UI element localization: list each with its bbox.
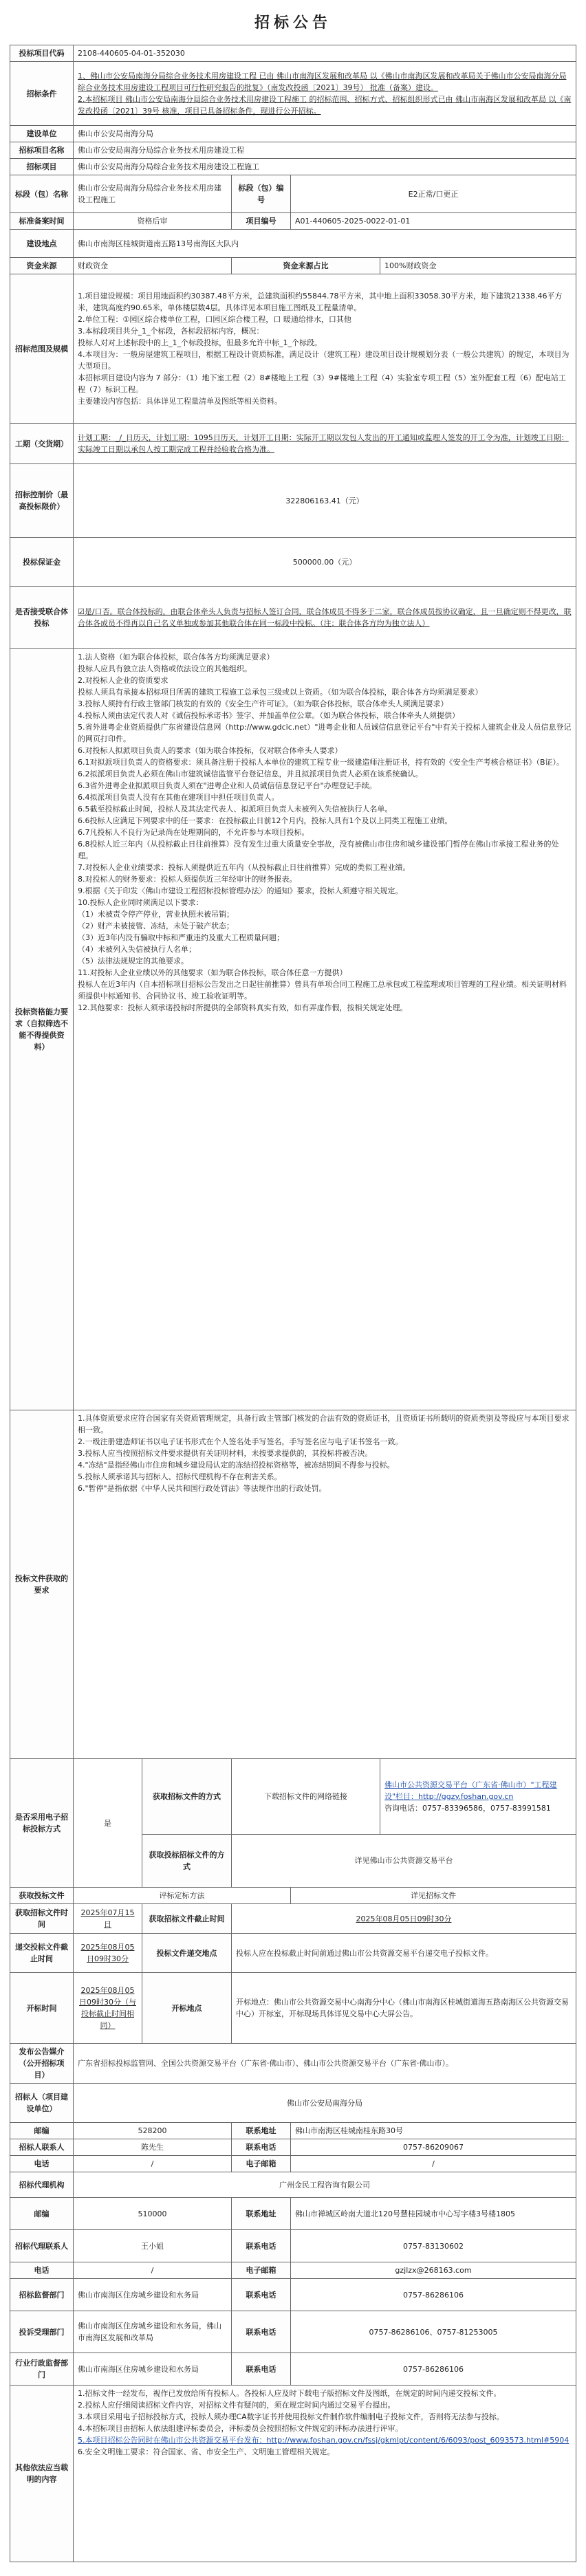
notice-table [10, 45, 576, 2562]
e-get-label: 获取招标文件的方式 [142, 1759, 232, 1835]
row-open [10, 1973, 576, 2044]
reg-code-label: 项目编号 [232, 213, 291, 230]
qual-line: （1）未被责令停产停业，营业执照未被吊销； [78, 910, 234, 919]
notes-line: 6.安全文明施工要求：符合国家、省、市安全生产、文明施工管理相关规定。 [78, 2447, 335, 2456]
qual-line: （4）未被列入失信被执行人名单； [78, 945, 196, 954]
agent-addr-label: 联系地址 [232, 2198, 291, 2230]
fund-value: 财政资金 [74, 258, 232, 274]
e-extra-label: 获取投标招标文件的方式 [142, 1834, 232, 1887]
row-scope [10, 274, 576, 424]
qual-label: 投标资格能力要求（自拟筛选不能不得提供资料） [10, 649, 74, 1410]
notes-line: 2.投标人应仔细阅读招标文件内容，对招标文件有疑问的，须在规定时间内通过交易平台提出。 [78, 2401, 395, 2410]
ceiling-label: 招标控制价（最高投标限价） [10, 464, 74, 538]
qual-line: 4.投标人须由法定代表人对《诚信投标承诺书》签字、并加盖单位公章。（如为联合体投标，联合体牵头人须提供） [78, 711, 459, 720]
row-media [10, 2044, 576, 2084]
section-label: 招标项目 [10, 159, 74, 175]
qual-line: 12.其他要求：投标人须承诺投标时所提供的全部资料真实有效，如有弄虚作假，按相关规定处理。 [78, 1003, 408, 1012]
admin-phone-label: 联系电话 [232, 2353, 291, 2386]
e-get-value: 下载招标文件的网络链接 [232, 1759, 380, 1835]
admin-value: 佛山市南海区住房城乡建设和水务局 [74, 2353, 232, 2386]
agent-mobile-label: 电话 [10, 2262, 74, 2279]
admin-phone-value: 0757-86286106 [291, 2353, 576, 2386]
doc-req-line: 6."暂停"是指依据《中华人民共和国行政处罚法》等法规作出的行政处罚。 [78, 1484, 327, 1493]
section-value: 佛山市公安局南海分局综合业务技术用房建设工程施工 [74, 159, 576, 175]
agent-label: 招标代理机构 [10, 2172, 74, 2198]
doc-req-line: 1.具体资质要求应符合国家有关资质管理规定，具备行政主管部门核发的合法有效的资质证书，且资质证书所载明的资质类别及等级应与本项目要求相一致。 [78, 1414, 569, 1434]
complaint-phone-label: 联系电话 [232, 2311, 291, 2353]
submit-place: 投标人应在投标截止时间前通过佛山市公共资源交易平台递交电子投标文件。 [232, 1934, 576, 1973]
qual-line: 6.6投标人应满足下列要求中的任一要求：在投标截止日前12个月内，投标人具有1个及以上同类工程施工业绩。 [78, 816, 453, 825]
scope-value [74, 274, 576, 424]
invite-value [74, 62, 576, 126]
notes-line: 4.本招标项目由招标人依法组建评标委员会，评标委员会按照招标文件规定的评标办法进行评审。 [78, 2424, 403, 2433]
start-value: 2025年07月15日 [74, 1904, 142, 1934]
qual-line: 2.对投标人企业的资质要求 [78, 676, 169, 685]
row-doc-req [10, 1410, 576, 1759]
name-value: 佛山市公安局南海分局综合业务技术用房建设工程 [74, 142, 576, 159]
owner-label: 建设单位 [10, 126, 74, 142]
addr-value: 佛山市南海区桂城南桂东路30号 [291, 2123, 576, 2139]
row-tenderer [10, 2084, 576, 2123]
tenderer-label: 招标人（项目建设单位） [10, 2084, 74, 2123]
email-value: / [291, 2156, 576, 2172]
ceiling-value: 322806163.41（元） [74, 464, 576, 538]
row-period [10, 424, 576, 464]
qual-line: 5.省外进粤企业资质提供广东省建设信息网（http://www.gdcic.net）"进粤企业和人员诚信信息登记平台"中有关于投标人建筑企业及人员信息登记的网页打印件。 [78, 723, 572, 743]
period-value: 计划工期：_/_日历天，计划工期：1095日历天，计划开工日期：实际开工期以发包人发出的开工通知或监理人签发的开工令为准，计划竣工日期：实际竣工日期以承包人按工期完成工程并经验收合格为准。 [74, 424, 576, 464]
agent-post-value: 510000 [74, 2198, 232, 2230]
qual-line: 6.4拟派项目负责人没有在其他在建项目中担任项目负责人。 [78, 793, 279, 802]
row-electronic [10, 1759, 576, 1835]
qual-line: 6.1对拟派项目负责人的资格要求：须具备注册于投标人本单位的建筑工程专业一级建造师注册证书，持有效的《安全生产考核合格证书》（B证）。 [78, 758, 565, 767]
fund-ratio-value: 100%财政资金 [380, 258, 576, 274]
post-value: 528200 [74, 2123, 232, 2139]
row-complaint [10, 2311, 576, 2353]
sup-value: 佛山市南海区住房城乡建设和水务局 [74, 2279, 232, 2311]
row-admin [10, 2353, 576, 2386]
row-deposit [10, 538, 576, 587]
post-label: 邮编 [10, 2123, 74, 2139]
qual-line: 6.8投标人近三年内（从投标截止日往前推算）没有发生过重大质量安全事故，没有被佛山市住房和城乡建设部门暂停在佛山市承接工程业务的处理。 [78, 840, 559, 860]
row-agent-mobile [10, 2262, 576, 2279]
apply-method: 详见招标文件 [291, 1888, 576, 1904]
agent-phone-label: 联系电话 [232, 2230, 291, 2262]
row-fund [10, 258, 576, 274]
agent-person-label: 招标代理联系人 [10, 2230, 74, 2262]
notes-link[interactable]: 5.本项目招标公告同时在佛山市公共资源交易平台发布：http://www.foshan.gov.cn/fssj/gkmlpt/content/6/6093/post_6093573.html#5904 [78, 2436, 569, 2445]
open-place-label: 开标地点 [142, 1973, 232, 2044]
end-label: 获取招标文件截止时间 [142, 1904, 232, 1934]
person-label: 招标人联系人 [10, 2139, 74, 2156]
e-extra-value: 详见佛山市公共资源交易平台 [232, 1834, 576, 1887]
scope-line: 1.项目建设规模：项目用地面积约30387.48平方米，总建筑面积约55844.78平方米，其中地上面积33058.30平方米，地下建筑21338.46平方米，建筑高度约90.65米，单体楼层数4层。具体详见本项目施工图纸及工程量清单。 [78, 292, 563, 312]
row-tenderer-post [10, 2123, 576, 2139]
scope-line: 3.本标段项目共分_1_个标段，各标段招标内容，概况： [78, 327, 264, 336]
doc-req-line: 3.投标人应当按照招标文件要求提供有关证明材料，未按要求提供的，其投标将被否决。 [78, 1449, 373, 1458]
qual-line: 6.3省外进粤企业拟派项目负责人须在"进粤企业和人员诚信信息登记平台"办理登记手续。 [78, 781, 377, 790]
submit-label: 递交投标文件截止时间 [10, 1934, 74, 1973]
row-consortium [10, 587, 576, 649]
e-hotline: 咨询电话：0757-83396586，0757-83991581 [384, 1803, 551, 1813]
consortium-value: ☑是/口否。联合体投标的，由联合体牵头人负责与招标人签订合同，联合体成员不得多于二家，联合体成员按协议确定，且一旦确定则不得更改，联合体各成员不得再以自己名义单独或参加其他联合体在同一标段中投标。（注：联合体各方均为独立法人） [74, 587, 576, 649]
qual-line: （3）近3年内没有骗取中标和严重违约及重大工程质量问题； [78, 933, 284, 942]
qual-line: （2）财产未被接管、冻结，未处于破产状态； [78, 921, 234, 930]
qual-line: 6.7凡投标人不良行为记录尚在处理期间的，不允许参与本项目投标。 [78, 828, 310, 837]
fund-ratio-label: 资金来源占比 [232, 258, 380, 274]
submit-value: 2025年08月05日09时30分 [74, 1934, 142, 1973]
sup-phone-value: 0757-86286106 [291, 2279, 576, 2311]
email-label: 电子邮箱 [232, 2156, 291, 2172]
row-tenderer-mobile [10, 2156, 576, 2172]
row-owner [10, 126, 576, 142]
agent-mobile-value: / [74, 2262, 232, 2279]
agent-value: 广州金民工程咨询有限公司 [74, 2172, 576, 2198]
qual-line: 6.5截至投标截止时间，投标人及其法定代表人、拟派项目负责人未被列入失信被执行人名单。 [78, 805, 393, 814]
row-section [10, 159, 576, 175]
open-place: 开标地点：佛山市公共资源交易中心南海分中心（佛山市南海区桂城街道海五路南海区公共资源交易中心）开标室，开标现场具体详见交易中心大屏公告。 [232, 1973, 576, 2044]
row-location [10, 230, 576, 258]
open-value: 2025年08月05日09时30分（与投标截止时间相同） [74, 1973, 142, 2044]
notes-label: 其他依法应当载明的内容 [10, 2386, 74, 2562]
end-value: 2025年08月05日09时30分 [232, 1904, 576, 1934]
e-link[interactable]: 佛山市公共资源交易平台（广东省·佛山市）"工程建设"栏目：http://ggzy.foshan.gov.cn [384, 1780, 557, 1801]
apply-value: 评标定标方法 [74, 1888, 291, 1904]
qual-line: 投标人应具有独立法人资格或依法设立的其他组织。 [78, 664, 252, 673]
location-label: 建设地点 [10, 230, 74, 258]
start-label: 获取招标文件时间 [10, 1904, 74, 1934]
row-notes [10, 2386, 576, 2562]
qual-line: 3.投标人须持有行政主管部门核发的有效的《安全生产许可证》。（如为联合体投标，联合体牵头人须满足要求） [78, 699, 448, 708]
page-title: 招标公告 [254, 14, 332, 32]
open-label: 开标时间 [10, 1973, 74, 2044]
notes-value [74, 2386, 576, 2562]
notice-page [0, 11, 586, 2576]
reg-value: 资格后审 [74, 213, 232, 230]
media-value: 广东省招标投标监管网、全国公共资源交易平台（广东省·佛山市）、佛山市公共资源交易平台（广东省·佛山市）。 [74, 2044, 576, 2084]
scope-line: 主要建设内容包括：具体详见工程量清单及图纸等相关资料。 [78, 397, 282, 406]
agent-post-label: 邮编 [10, 2198, 74, 2230]
consortium-label: 是否接受联合体投标 [10, 587, 74, 649]
qual-line: 1.法人资格（如为联合体投标，联合体各方均须满足要求） [78, 653, 274, 662]
agent-person-value: 王小姐 [74, 2230, 232, 2262]
mobile-value: / [74, 2156, 232, 2172]
row-tenderer-person [10, 2139, 576, 2156]
admin-label: 行业行政监督部门 [10, 2353, 74, 2386]
row-agent [10, 2172, 576, 2198]
qual-line: 8.对投标人的财务要求：投标人须提供近三年经审计的财务报表。 [78, 875, 297, 884]
row-reg [10, 213, 576, 230]
deposit-value: 500000.00（元） [74, 538, 576, 587]
period-label: 工期（交货期） [10, 424, 74, 464]
row-submit [10, 1934, 576, 1973]
name-label: 招标项目名称 [10, 142, 74, 159]
code-value: 2108-440605-04-01-352030 [74, 45, 576, 62]
row-sup [10, 2279, 576, 2311]
notes-line: 1.招标文件一经发布，视作已发放给所有投标人。各投标人应及时下载电子版招标文件及图纸，在规定的时间内递交投标文件。 [78, 2389, 501, 2398]
agent-email-value: gzjlzx@268163.com [291, 2262, 576, 2279]
row-qualification [10, 649, 576, 1410]
complaint-value: 佛山市南海区住房城乡建设和水务局，佛山市南海区发展和改革局 [74, 2311, 232, 2353]
qual-line: 9.根据《关于印发〈佛山市建设工程招标投标管理办法〉的通知》要求，投标人须遵守相关规定。 [78, 886, 403, 895]
scope-line: 2.单位工程：①园区综合楼单位工程，口园区综合楼工程，口 暖通给排水，口其他 [78, 315, 351, 324]
qual-line: （5）法律法规规定的其他要求。 [78, 957, 188, 965]
addr-label: 联系地址 [232, 2123, 291, 2139]
phone-value: 0757-86209067 [291, 2139, 576, 2156]
row-apply [10, 1888, 576, 1904]
media-label: 发布公告媒介（公开招标项目） [10, 2044, 74, 2084]
scope-line: 本招标项目建设内容为 7 部分：（1）地下室工程（2）8#楼地上工程（3）9#楼地上工程（4）实验室专项工程（5）室外配套工程（6）配电站工程（7）标识工程。 [78, 373, 566, 394]
invite-label: 招标条件 [10, 62, 74, 126]
scope-line: 投标人对对上述标段中的上_1_个标段投标，但最多允许中标_1_个标段。 [78, 338, 322, 347]
row-name [10, 142, 576, 159]
e-label: 是否采用电子招标投标方式 [10, 1759, 74, 1888]
bid-label: 标段（包）名称 [10, 175, 74, 213]
qual-line: 11.对投标人企业业绩以外的其他要求（如为联合体投标，联合体任意一方提供） [78, 968, 347, 977]
e-yes: 是 [74, 1759, 142, 1888]
notes-line: 3.本项目采用电子招标投标方式，投标人须办理CA数字证书并使用投标文件制作软件编制电子投标文件，否则将无法参与投标。 [78, 2412, 504, 2421]
code-label: 投标项目代码 [10, 45, 74, 62]
owner-value: 佛山市公安局南海分局 [74, 126, 576, 142]
bid-code-value: E2正常/口更正 [291, 175, 576, 213]
bid-code-label: 标段（包）编号 [232, 175, 291, 213]
doc-req-line: 5.投标人须承诺其与招标人、招标代理机构不存在利害关系。 [78, 1472, 282, 1481]
qual-line: 7.对投标人企业业绩要求：投标人须提供近五年内（从投标截止日往前推算）完成的类似工程业绩。 [78, 863, 411, 872]
qual-value [74, 649, 576, 1410]
fund-label: 资金来源 [10, 258, 74, 274]
qual-line: 6.2拟派项目负责人必须在佛山市建筑诚信监管平台登记信息，并且拟派项目负责人必须在该系统确认。 [78, 769, 423, 778]
agent-phone-value: 0757-83130602 [291, 2230, 576, 2262]
submit-place-label: 投标文件递交地点 [142, 1934, 232, 1973]
complaint-label: 投诉受理部门 [10, 2311, 74, 2353]
qual-line: 投标人须具有承接本招标项目所需的建筑工程施工总承包三级或以上资质。（如为联合体投标，联合体各方均须满足要求） [78, 688, 483, 697]
invite-line: 1、佛山市公安局南海分局综合业务技术用房建设工程 已由 佛山市南海区发展和改革局 以《佛山市南海区发展和改革局关于佛山市公安局南海分局综合业务技术用房建设工程项目可行性研究报告的批复》（南发改投函〔2021〕39号） 批准（备案）建设。 [78, 72, 567, 92]
agent-email-label: 电子邮箱 [232, 2262, 291, 2279]
sup-phone-label: 联系电话 [232, 2279, 291, 2311]
mobile-label: 电话 [10, 2156, 74, 2172]
qual-line: 投标人在近3年内（自本招标项目招标公告发出之日起往前推算）曾具有单项合同工程施工总承包或工程监理或项目管理的工程业绩。相关证明材料须提供中标通知书、合同协议书、竣工验收证明等。 [78, 980, 567, 1001]
row-agent-post [10, 2198, 576, 2230]
person-value: 陈先生 [74, 2139, 232, 2156]
sup-label: 招标监督部门 [10, 2279, 74, 2311]
doc-req-line: 2.一级注册建造师证书以电子证书形式在个人签名处手写签名，手写签名应与电子证书签名一致。 [78, 1437, 403, 1446]
complaint-phone-value: 0757-86286106、0757-81253005 [291, 2311, 576, 2353]
row-code [10, 45, 576, 62]
qual-line: 10.投标人企业同时须满足以下要求： [78, 898, 204, 907]
reg-code-value: A01-440605-2025-0022-01-01 [291, 213, 576, 230]
location-value: 佛山市南海区桂城街道南五路13号南海区大队内 [74, 230, 576, 258]
qual-line: 6.对投标人拟派项目负责人的要求（如为联合体投标，仅对联合体牵头人要求） [78, 746, 343, 755]
agent-addr-value: 佛山市禅城区岭南大道北120号慧桂园城市中心写字楼3号楼1805 [291, 2198, 576, 2230]
reg-label: 标准备案时间 [10, 213, 74, 230]
apply-label: 获取投标文件 [10, 1888, 74, 1904]
scope-label: 招标范围及规模 [10, 274, 74, 424]
bottom-spacer [10, 2562, 576, 2576]
phone-label: 联系电话 [232, 2139, 291, 2156]
deposit-label: 投标保证金 [10, 538, 74, 587]
tenderer-value: 佛山市公安局南海分局 [74, 2084, 576, 2123]
scope-line: 4.本项目为：一般房屋建筑工程项目，根据工程设计资质标准，满足设计（建筑工程）建设项目设计规模划分表（一般公共建筑）的规定，本项目为 大型项目。 [78, 350, 569, 371]
row-bid [10, 175, 576, 213]
doc-req-value [74, 1410, 576, 1759]
doc-req-line: 4."冻结"是指经佛山市住房和城乡建设局认定的冻结招投标资格等，被冻结期间不得参与投标。 [78, 1461, 395, 1470]
row-agent-person [10, 2230, 576, 2262]
row-invite [10, 62, 576, 126]
doc-req-label: 投标文件获取的要求 [10, 1410, 74, 1759]
bid-value: 佛山市公安局南海分局综合业务技术用房建设工程施工 [74, 175, 232, 213]
invite-line: 2.本招标项目 佛山市公安局南海分局综合业务技术用房建设工程施工 的招标范围、招标方式、招标组织形式已由 佛山市南海区发展和改革局 以《南发改投函〔2021〕39号 核准，项目已具备招标条件，现进行公开招标。 [78, 95, 572, 116]
row-time [10, 1904, 576, 1934]
row-ceiling [10, 464, 576, 538]
e-link-cell [380, 1759, 576, 1835]
